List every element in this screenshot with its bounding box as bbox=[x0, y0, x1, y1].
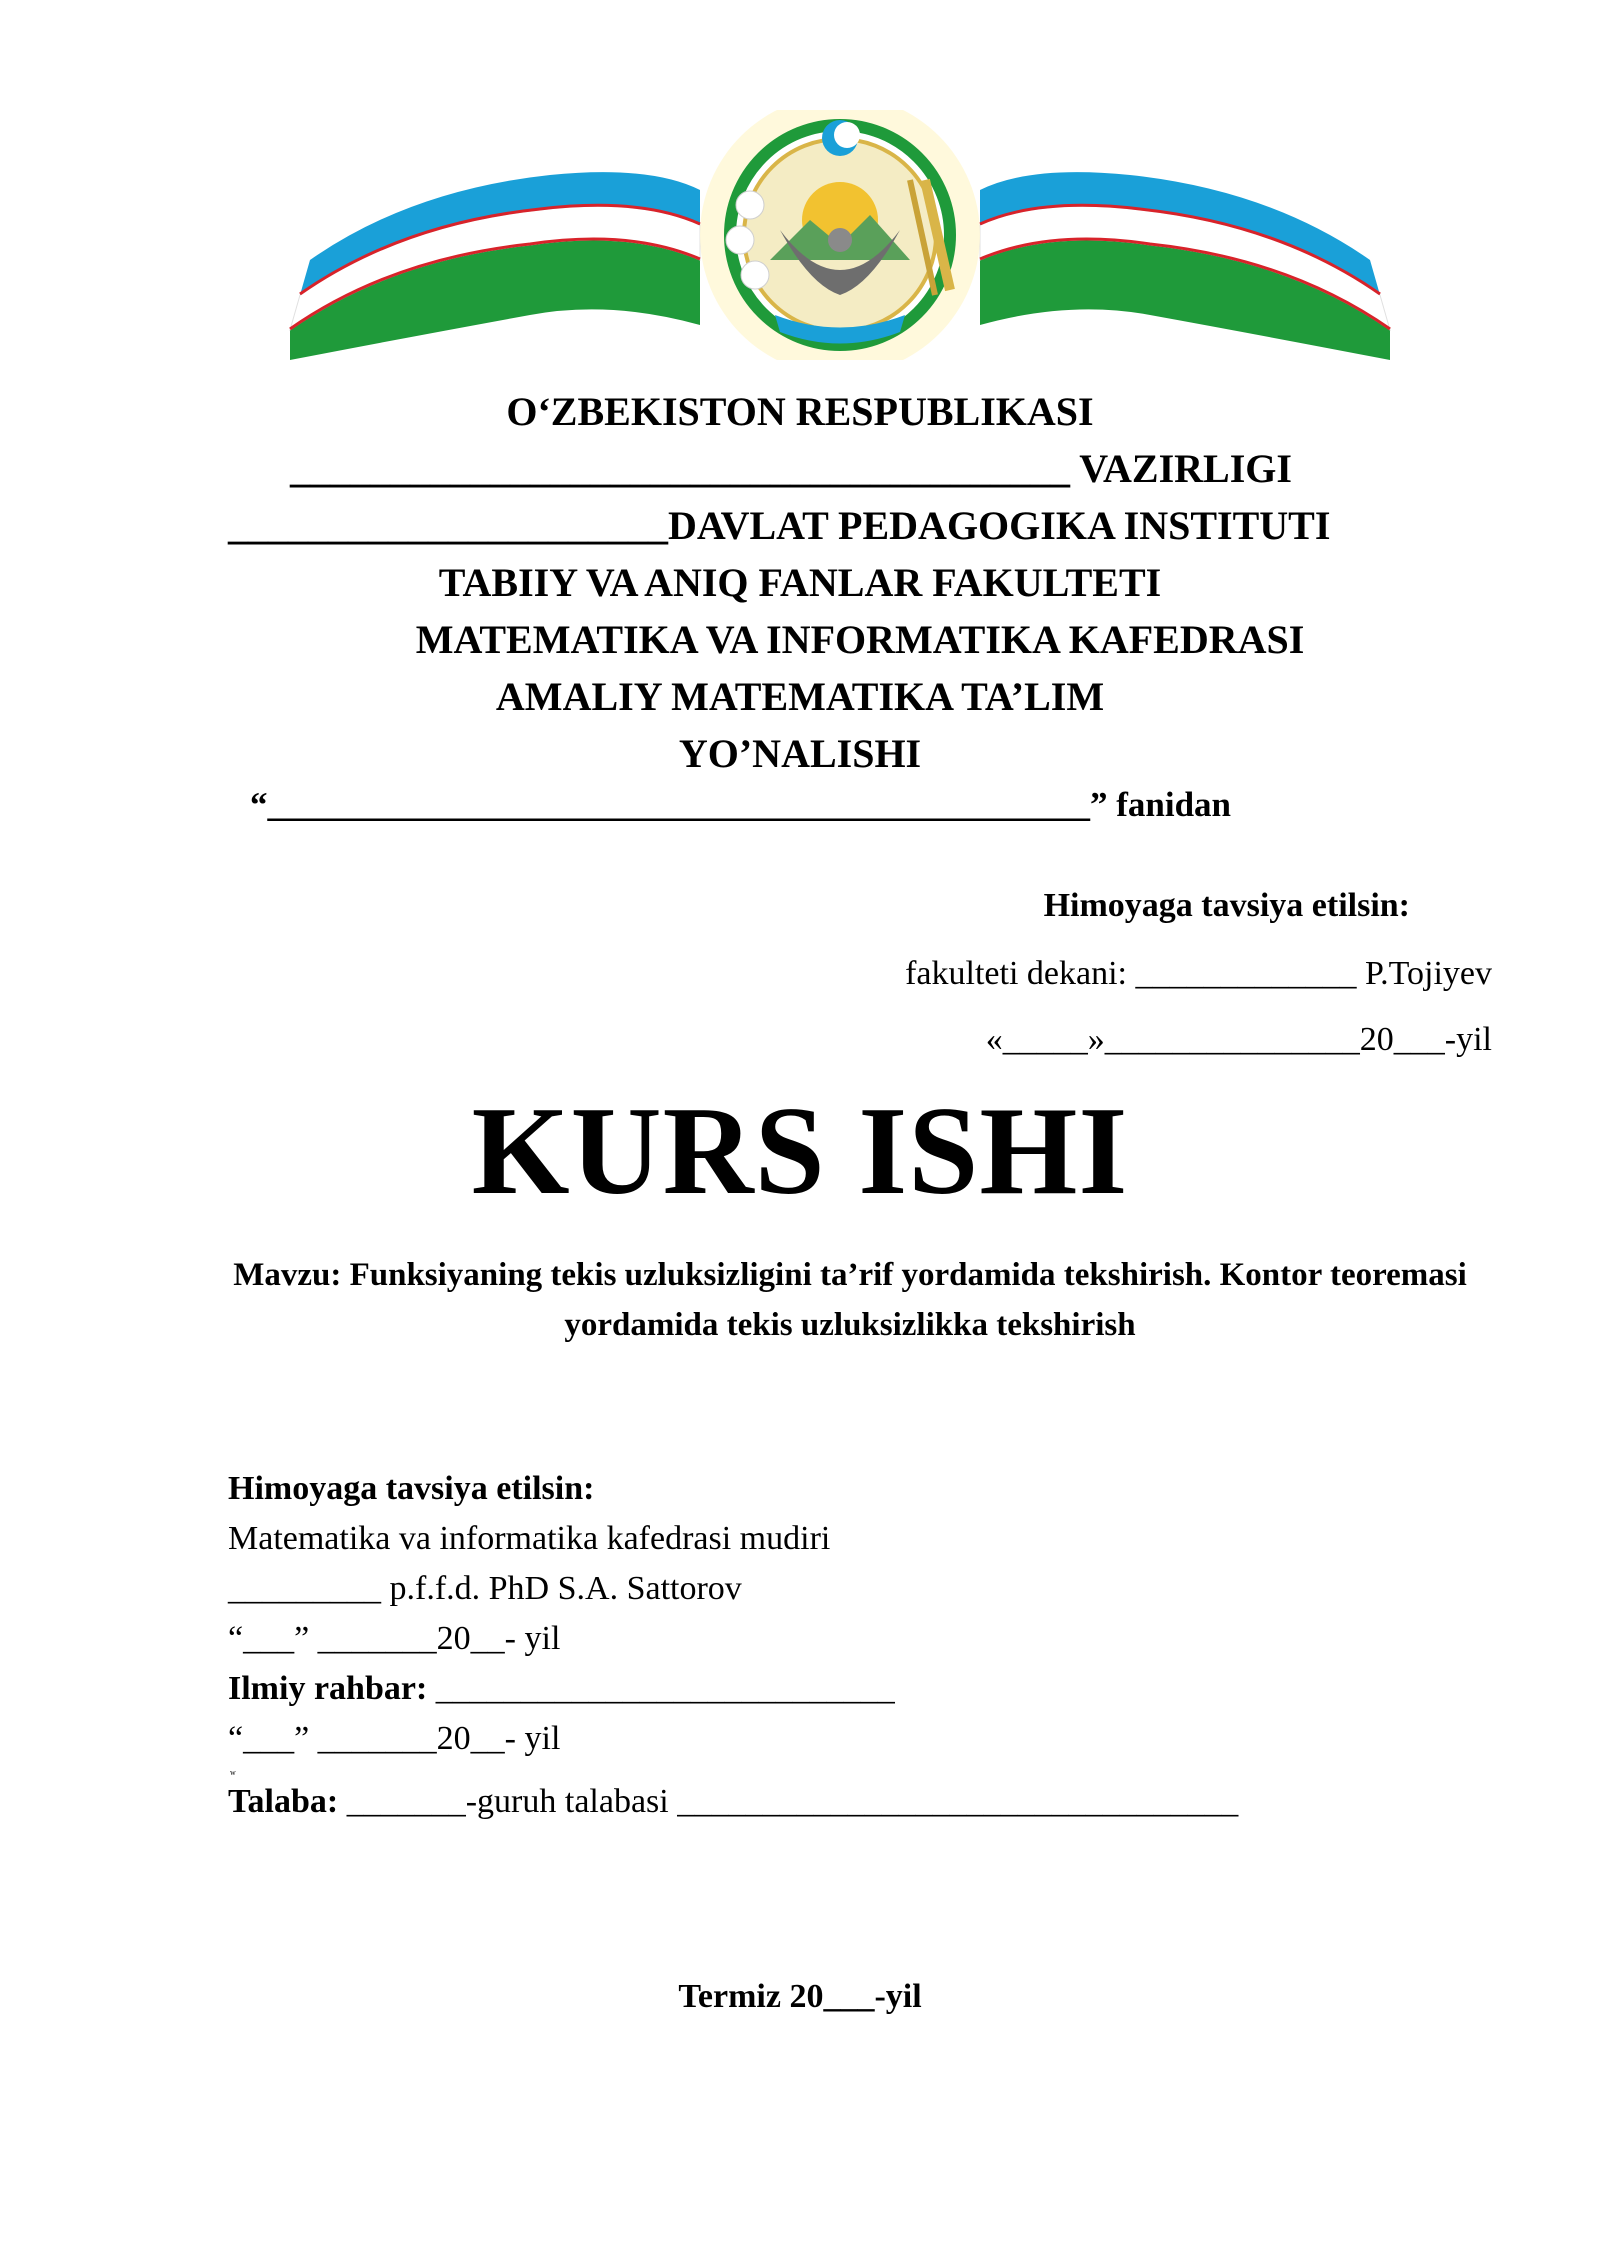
supervisor-line bbox=[228, 1670, 895, 1708]
subject-line: “_______________________________________________” fanidan bbox=[250, 785, 1232, 824]
supervisor-blank: ___________________________ bbox=[427, 1670, 895, 1707]
faculty-line: TABIIY VA ANIQ FANLAR FAKULTETI bbox=[438, 560, 1162, 605]
uzbekistan-emblem-flag-icon bbox=[270, 110, 1410, 360]
date-line-1: “___” _______20__- yil bbox=[228, 1620, 561, 1657]
institute-line: ______________________DAVLAT PEDAGOGIKA INSTITUTI bbox=[228, 503, 1331, 548]
topic-text: Mavzu: Funksiyaning tekis uzluksizligini ta’rif yordamida tekshirish. Kontor teoremasi yordamida tekis uzluksizlikka tekshirish bbox=[233, 1257, 1467, 1343]
document-title: KURS ISHI bbox=[471, 1082, 1129, 1221]
date-line-2: “___” _______20__- yil bbox=[228, 1720, 561, 1757]
ministry-line: _______________________________________ VAZIRLIGI bbox=[290, 446, 1292, 491]
department-line: MATEMATIKA VA INFORMATIKA KAFEDRASI bbox=[415, 617, 1305, 662]
head-of-department-line: Matematika va informatika kafedrasi mudiri bbox=[228, 1520, 831, 1557]
republic-title: O‘ZBEKISTON RESPUBLIKASI bbox=[506, 389, 1094, 434]
approval-heading-bottom: Himoyaga tavsiya etilsin: bbox=[228, 1470, 595, 1507]
approval-date-line: «_____»_______________20___-yil bbox=[985, 1021, 1492, 1058]
supervisor-label: Ilmiy rahbar: bbox=[228, 1670, 428, 1707]
place-year: Termiz 20___-yil bbox=[678, 1978, 922, 2015]
dean-signature-line: fakulteti dekani: _____________ P.Tojiyev bbox=[905, 955, 1492, 992]
student-label: Talaba: bbox=[228, 1783, 339, 1820]
head-signature-line: _________ p.f.f.d. PhD S.A. Sattorov bbox=[228, 1570, 742, 1607]
direction-line-2: YO’NALISHI bbox=[678, 731, 922, 776]
student-line bbox=[228, 1783, 1238, 1821]
student-blank: _______-guruh talabasi _________________________________ bbox=[338, 1783, 1239, 1820]
direction-line-1: AMALIY MATEMATIKA TA’LIM bbox=[495, 674, 1105, 719]
approval-heading-top: Himoyaga tavsiya etilsin: bbox=[1043, 887, 1410, 924]
tiny-mark: w bbox=[230, 1768, 236, 1777]
